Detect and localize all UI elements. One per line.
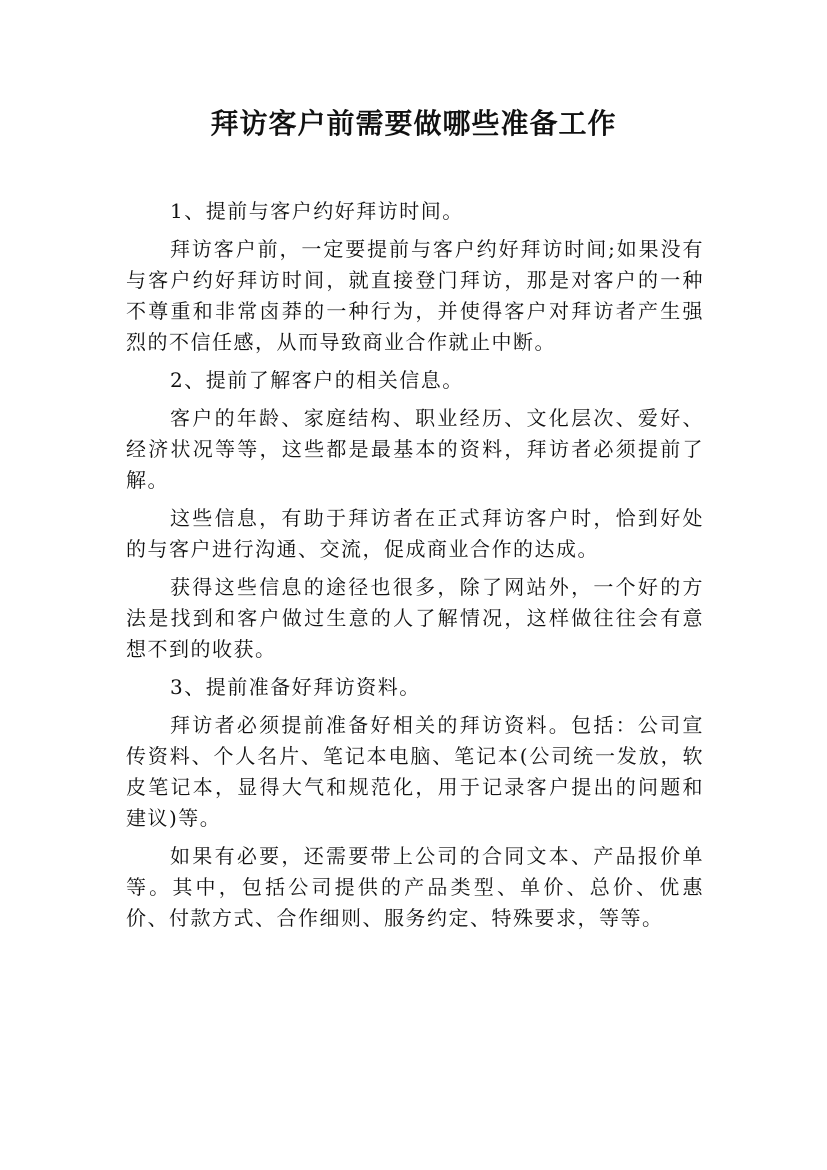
paragraph: 客户的年龄、家庭结构、职业经历、文化层次、爱好、经济状况等等，这些都是最基本的资料，拜访者必须提前了解。 xyxy=(126,406,704,492)
section-heading-2: 2、提前了解客户的相关信息。 xyxy=(170,368,464,392)
section-heading-1: 1、提前与客户约好拜访时间。 xyxy=(170,199,464,223)
section-heading-3: 3、提前准备好拜访资料。 xyxy=(170,675,421,699)
paragraph: 获得这些信息的途径也很多，除了网站外，一个好的方法是找到和客户做过生意的人了解情况，这样做往往会有意想不到的收获。 xyxy=(126,575,704,661)
paragraph: 如果有必要，还需要带上公司的合同文本、产品报价单等。其中，包括公司提供的产品类型、单价、总价、优惠价、付款方式、合作细则、服务约定、特殊要求，等等。 xyxy=(126,844,704,930)
paragraph: 拜访者必须提前准备好相关的拜访资料。包括：公司宣传资料、个人名片、笔记本电脑、笔记本(公司统一发放，软皮笔记本，显得大气和规范化，用于记录客户提出的问题和建议)等。 xyxy=(126,713,704,830)
paragraph: 这些信息，有助于拜访者在正式拜访客户时，恰到好处的与客户进行沟通、交流，促成商业合作的达成。 xyxy=(126,506,704,561)
document-title: 拜访客户前需要做哪些准备工作 xyxy=(210,107,617,140)
paragraph: 拜访客户前，一定要提前与客户约好拜访时间;如果没有与客户约好拜访时间，就直接登门拜访，那是对客户的一种不尊重和非常卤莽的一种行为，并使得客户对拜访者产生强烈的不信任感，从而导致商业合作就止中断。 xyxy=(126,237,704,354)
document-body xyxy=(126,196,704,941)
